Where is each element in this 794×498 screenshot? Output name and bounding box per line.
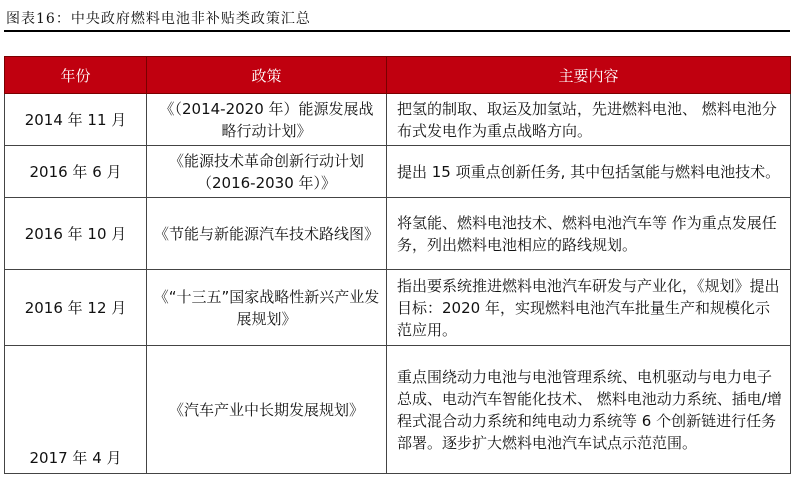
row-policy: 《（2014-2020 年）能源发展战略行动计划》 xyxy=(147,94,387,146)
row-content: 把氢的制取、取运及加氢站，先进燃料电池、 燃料电池分布式发电作为重点战略方向。 xyxy=(387,94,791,146)
table-row xyxy=(5,198,791,270)
row-year: 2016 年 12 月 xyxy=(5,270,147,346)
header-content: 主要内容 xyxy=(387,57,791,94)
table-row xyxy=(5,346,791,474)
header-policy: 政策 xyxy=(147,57,387,94)
row-policy: 《节能与新能源汽车技术路线图》 xyxy=(147,198,387,270)
row-content: 提出 15 项重点创新任务, 其中包括氢能与燃料电池技术。 xyxy=(387,146,791,198)
row-year: 2014 年 11 月 xyxy=(5,94,147,146)
row-policy: 《能源技术革命创新行动计划（2016-2030 年）》 xyxy=(147,146,387,198)
row-content: 将氢能、燃料电池技术、燃料电池汽车等 作为重点发展任务，列出燃料电池相应的路线规划。 xyxy=(387,198,791,270)
table-row xyxy=(5,94,791,146)
table-header-row xyxy=(5,57,791,94)
header-year: 年份 xyxy=(5,57,147,94)
row-content: 指出要系统推进燃料电池汽车研发与产业化，《规划》提出目标：2020 年，实现燃料电池汽车批量生产和规模化示范应用。 xyxy=(387,270,791,346)
figure-caption: 图表16：中央政府燃料电池非补贴类政策汇总 xyxy=(6,11,311,27)
row-content: 重点围绕动力电池与电池管理系统、电机驱动与电力电子总成、电动汽车智能化技术、 燃料电池动力系统、插电/增程式混合动力系统和纯电动力系统等 6 个创新链进行任务部署。逐步扩大燃料电池汽车试点示范范围。 xyxy=(387,346,791,474)
table-row xyxy=(5,146,791,198)
row-policy: 《“十三五”国家战略性新兴产业发展规划》 xyxy=(147,270,387,346)
row-year: 2017 年 4 月 xyxy=(5,346,147,474)
policy-table xyxy=(4,56,791,474)
row-year: 2016 年 10 月 xyxy=(5,198,147,270)
row-policy: 《汽车产业中长期发展规划》 xyxy=(147,346,387,474)
row-year: 2016 年 6 月 xyxy=(5,146,147,198)
figure-caption-bar xyxy=(4,2,790,32)
table-row xyxy=(5,270,791,346)
